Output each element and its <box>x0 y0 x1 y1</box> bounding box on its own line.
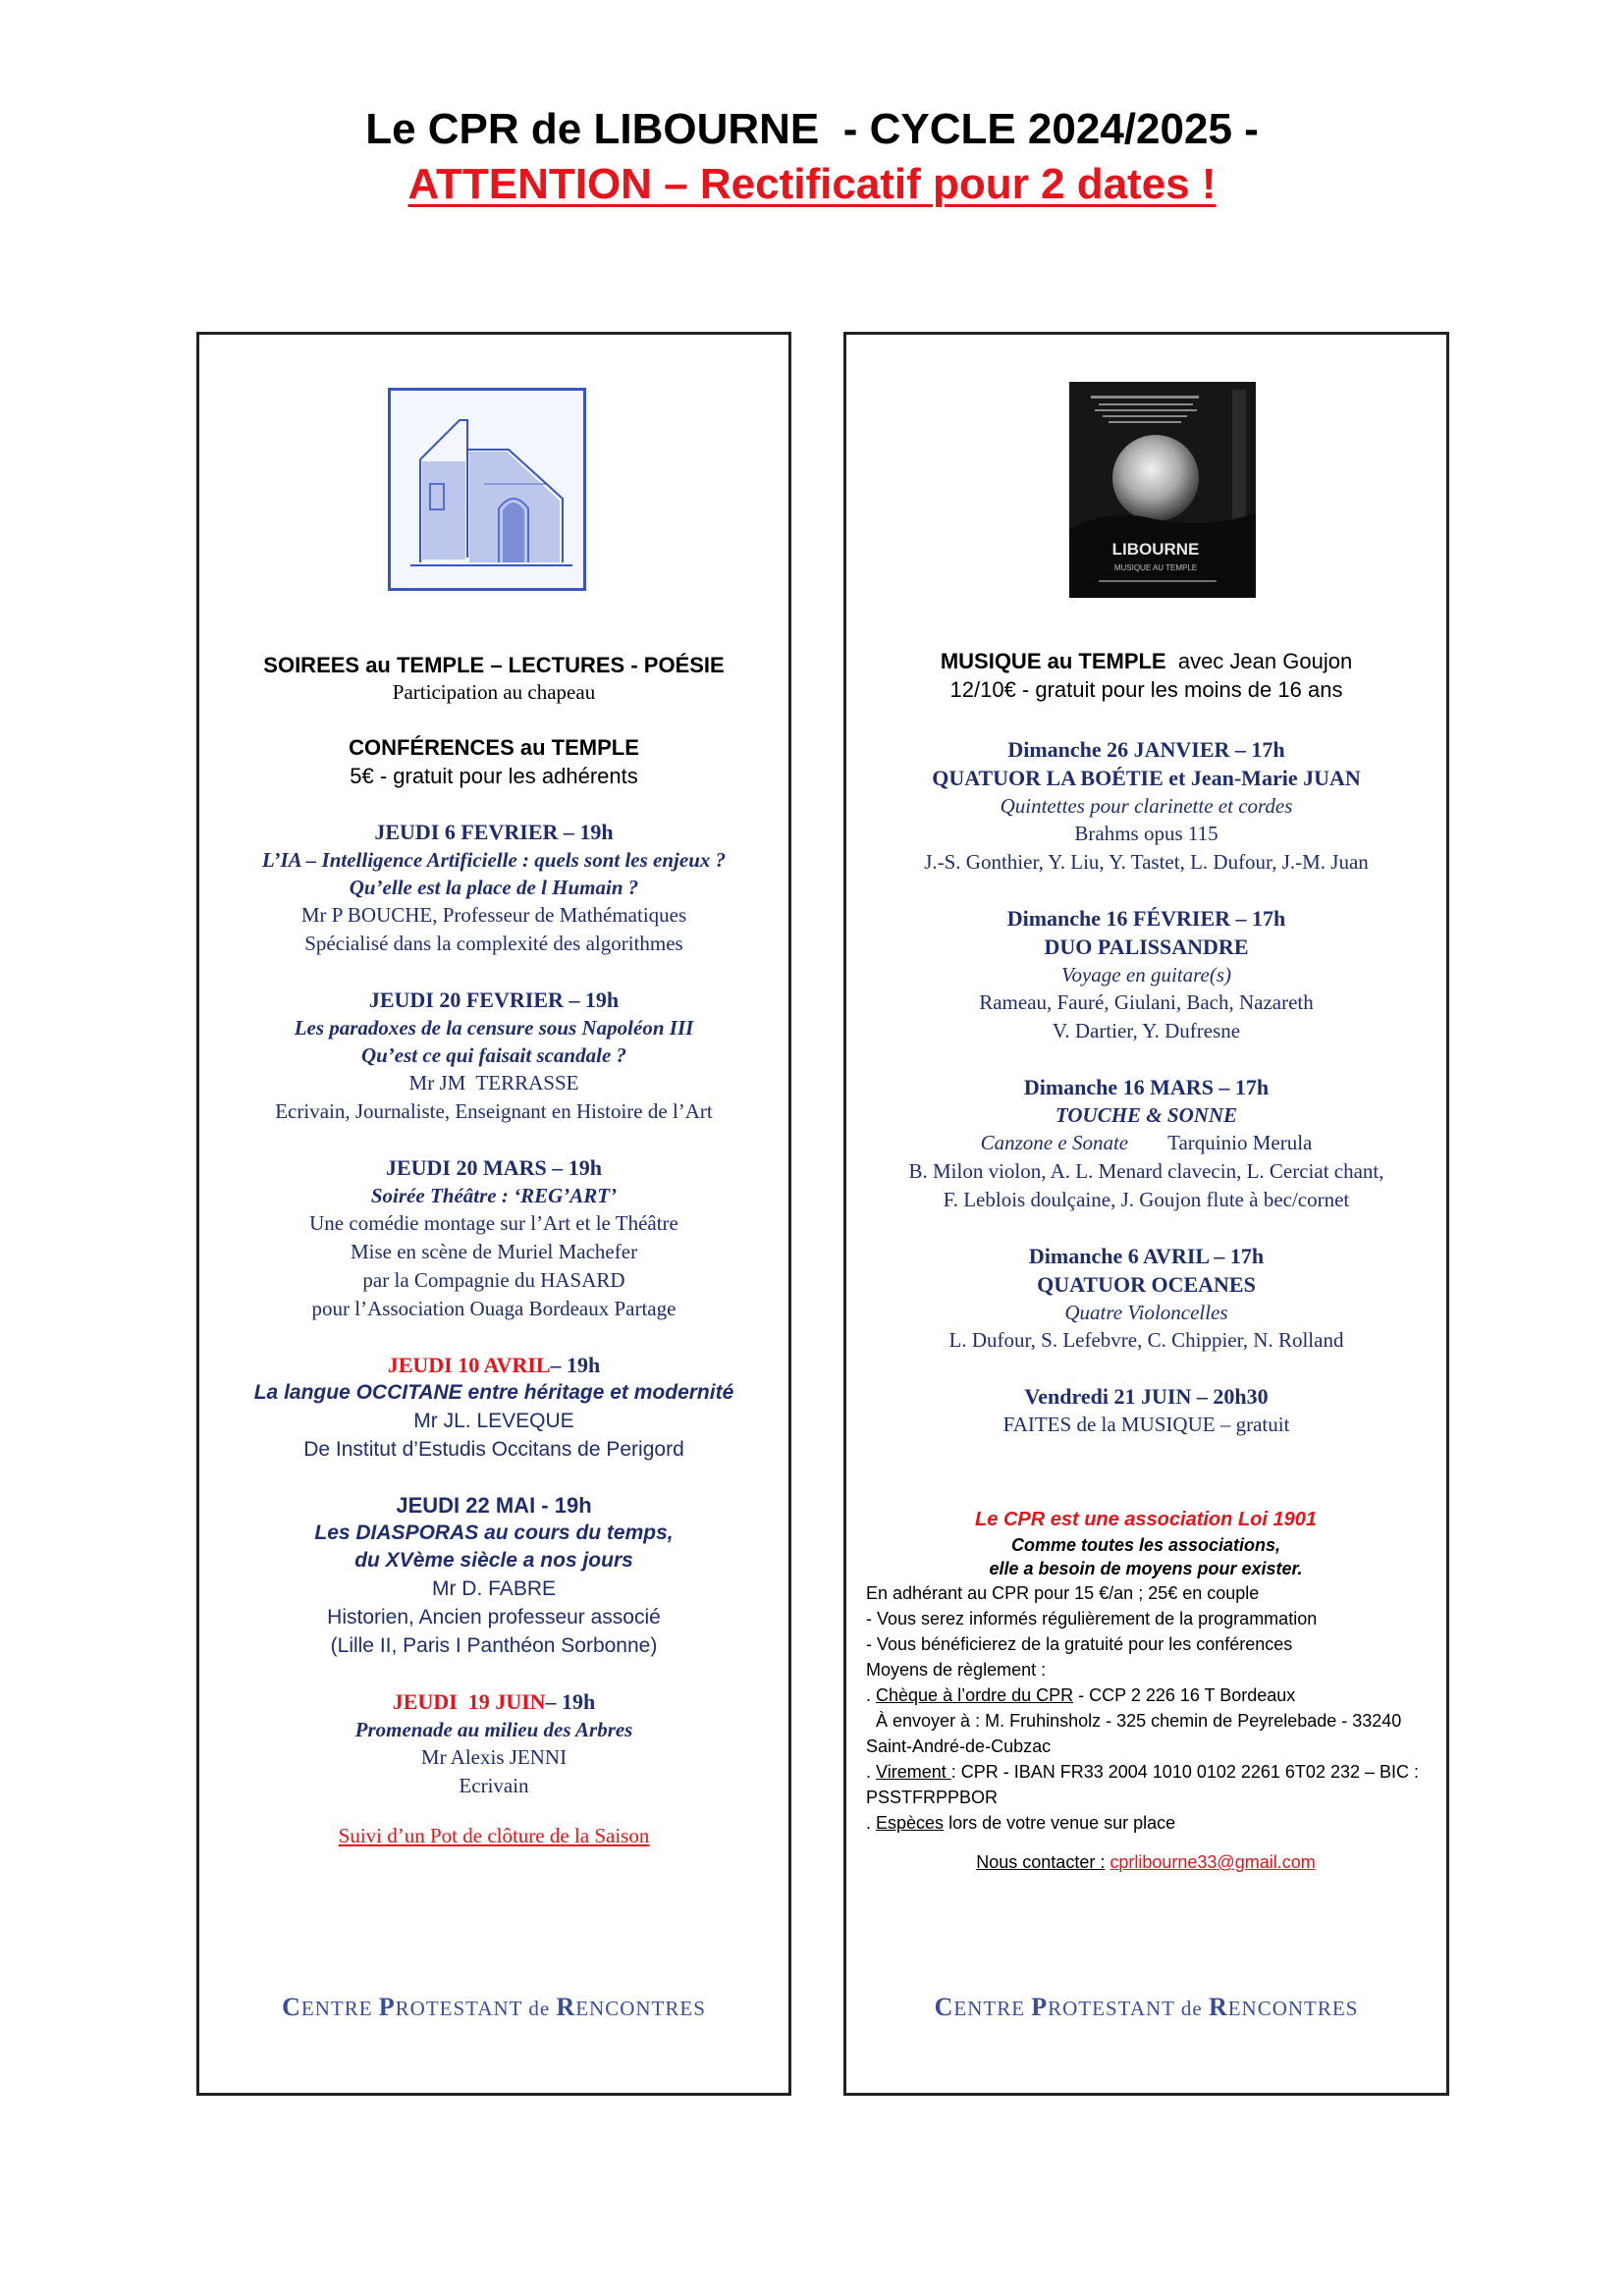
svg-text:LIBOURNE: LIBOURNE <box>1111 540 1200 559</box>
concert-title: DUO PALISSANDRE <box>1044 934 1249 959</box>
payment-methods-label: Moyens de règlement : <box>866 1660 1047 1680</box>
concert-title: QUATUOR OCEANES <box>1037 1272 1256 1297</box>
concert-item <box>846 1073 1446 1214</box>
event-date <box>199 1351 788 1379</box>
event-detail: Spécialisé dans la complexité des algorithmes <box>304 932 683 955</box>
event-detail: Ecrivain, Journaliste, Enseignant en Histoire de l’Art <box>275 1099 713 1123</box>
event-title: Les paradoxes de la censure sous Napoléon III <box>294 1016 694 1040</box>
readings-section-subtitle: Participation au chapeau <box>392 680 596 704</box>
closing-note-wrap <box>199 1822 788 1850</box>
event-detail: Mr P BOUCHE, Professeur de Mathématiques <box>300 903 687 927</box>
event-detail: Historien, Ancien professeur associé <box>327 1606 661 1629</box>
concert-poster-image <box>1069 382 1256 598</box>
concert-item <box>846 904 1446 1045</box>
concert-item <box>846 735 1446 877</box>
event-title: Qu’elle est la place de l Humain ? <box>349 876 639 899</box>
event-detail: Mr Alexis JENNI <box>420 1745 568 1769</box>
event-title: Qu’est ce qui faisait scandale ? <box>360 1043 627 1067</box>
concert-item <box>846 1382 1446 1439</box>
concert-detail: Rameau, Fauré, Giulani, Bach, Nazareth <box>979 990 1314 1014</box>
event-title: du XVème siècle a nos jours <box>354 1549 633 1572</box>
membership-text: En adhérant au CPR pour 15 €/an ; 25€ en couple <box>866 1583 1260 1603</box>
membership-benefit: - Vous bénéficierez de la gratuité pour les conférences <box>866 1634 1293 1654</box>
event-time: – 19h <box>545 1689 596 1714</box>
event-date: JEUDI 22 MAI - 19h <box>396 1493 592 1518</box>
event-detail: Mise en scène de Muriel Machefer <box>350 1240 638 1263</box>
event-item <box>199 986 788 1126</box>
concert-date: Dimanche 16 MARS – 17h <box>1023 1075 1270 1099</box>
concert-performers: L. Dufour, S. Lefebvre, C. Chippier, N. Rolland <box>948 1328 1344 1352</box>
event-item <box>199 1153 788 1323</box>
payment-cash: . Espèces lors de votre venue sur place <box>866 1813 1176 1833</box>
event-detail: Mr JM TERRASSE <box>408 1071 579 1095</box>
association-subtitle: Comme toutes les associations, <box>1010 1535 1281 1555</box>
concert-performers: V. Dartier, Y. Dufresne <box>1052 1019 1241 1042</box>
conferences-panel <box>196 332 791 2096</box>
svg-text:MUSIQUE AU TEMPLE: MUSIQUE AU TEMPLE <box>1113 563 1198 572</box>
event-detail: Mr JL. LEVEQUE <box>413 1410 574 1432</box>
association-subtitle: elle a besoin de moyens pour exister. <box>989 1559 1303 1578</box>
concert-detail: Brahms opus 115 <box>1074 822 1218 845</box>
event-detail: Une comédie montage sur l’Art et le Théâtre <box>309 1211 678 1235</box>
conferences-section-price: 5€ - gratuit pour les adhérents <box>350 764 638 788</box>
event-date-corrected: JEUDI 10 AVRIL <box>387 1353 551 1377</box>
event-title: Les DIASPORAS au cours du temps, <box>314 1522 674 1544</box>
association-info <box>866 1506 1426 1875</box>
event-date: JEUDI 20 FEVRIER – 19h <box>368 988 620 1012</box>
event-title: La langue OCCITANE entre héritage et modernité <box>253 1381 734 1404</box>
concert-program: Quatre Violoncelles <box>1064 1301 1228 1324</box>
footer-signature: CENTRE PROTESTANT de RENCONTRES <box>934 1993 1359 2021</box>
concert-performers: F. Leblois doulçaine, J. Goujon flute à bec/cornet <box>943 1188 1350 1211</box>
event-title: Promenade au milieu des Arbres <box>354 1718 633 1741</box>
contact-line <box>866 1849 1426 1875</box>
membership-benefit: - Vous serez informés régulièrement de la programmation <box>866 1609 1318 1629</box>
payment-transfer: . Virement : CPR - IBAN FR33 2004 1010 0102 2261 6T02 232 – BIC : PSSTFRPPBOR <box>866 1762 1420 1807</box>
event-date <box>199 1687 788 1716</box>
left-content <box>199 651 788 1850</box>
right-content <box>846 647 1446 1439</box>
concert-program: Canzone e Sonate Tarquinio Merula <box>980 1131 1313 1154</box>
readings-section-title: SOIREES au TEMPLE – LECTURES - POÉSIE <box>263 653 725 677</box>
event-detail: Ecrivain <box>459 1774 529 1797</box>
event-date: JEUDI 20 MARS – 19h <box>385 1155 603 1180</box>
music-section-title: MUSIQUE au TEMPLE avec Jean Goujon <box>940 649 1353 673</box>
event-time: – 19h <box>550 1353 601 1377</box>
event-item <box>199 1351 788 1464</box>
association-title: Le CPR est une association Loi 1901 <box>975 1509 1317 1530</box>
event-detail: (Lille II, Paris I Panthéon Sorbonne) <box>330 1634 658 1657</box>
conferences-section-title: CONFÉRENCES au TEMPLE <box>349 735 639 760</box>
payment-cheque: . Chèque à l’ordre du CPR - CCP 2 226 16 T Bordeaux <box>866 1685 1296 1705</box>
event-title: L’IA – Intelligence Artificielle : quels sont les enjeux ? <box>261 848 727 872</box>
concert-title: QUATUOR LA BOÉTIE et Jean-Marie JUAN <box>932 766 1361 790</box>
event-date-corrected: JEUDI 19 JUIN <box>392 1689 546 1714</box>
contact-label: Nous contacter : <box>976 1852 1106 1872</box>
event-detail: pour l’Association Ouaga Bordeaux Partage <box>311 1297 677 1320</box>
concert-performers: J.-S. Gonthier, Y. Liu, Y. Tastet, L. Dufour, J.-M. Juan <box>924 850 1369 874</box>
page-subtitle-warning: ATTENTION – Rectificatif pour 2 dates ! <box>407 160 1217 208</box>
concert-date: Dimanche 6 AVRIL – 17h <box>1028 1244 1265 1268</box>
concert-program: Quintettes pour clarinette et cordes <box>1000 794 1293 818</box>
concert-program: Voyage en guitare(s) <box>1060 963 1231 987</box>
concert-detail: FAITES de la MUSIQUE – gratuit <box>1002 1413 1290 1436</box>
temple-logo-image <box>388 388 586 591</box>
concert-item <box>846 1242 1446 1355</box>
event-item <box>199 1491 788 1660</box>
footer-signature: CENTRE PROTESTANT de RENCONTRES <box>282 1993 706 2021</box>
event-title: Soirée Théâtre : ‘REG’ART’ <box>370 1184 618 1207</box>
concert-performers: B. Milon violon, A. L. Menard clavecin, L. Cerciat chant, <box>908 1159 1384 1183</box>
event-item <box>199 818 788 958</box>
contact-email-link[interactable]: cprlibourne33@gmail.com <box>1110 1852 1316 1872</box>
event-date: JEUDI 6 FEVRIER – 19h <box>374 820 614 844</box>
event-detail: Mr D. FABRE <box>431 1577 556 1600</box>
concert-title: TOUCHE & SONNE <box>1055 1103 1238 1127</box>
page-header <box>0 102 1624 212</box>
event-detail: par la Compagnie du HASARD <box>362 1268 625 1292</box>
music-panel <box>843 332 1449 2096</box>
music-section-price: 12/10€ - gratuit pour les moins de 16 ans <box>949 677 1343 702</box>
payment-address: À envoyer à : M. Fruhinsholz - 325 chemin de Peyrelebade - 33240 Saint-André-de-Cubzac <box>866 1711 1407 1756</box>
concert-date: Dimanche 26 JANVIER – 17h <box>1007 737 1285 762</box>
concert-date: Dimanche 16 FÉVRIER – 17h <box>1006 906 1286 931</box>
closing-note-link[interactable]: Suivi d’un Pot de clôture de la Saison <box>338 1824 650 1847</box>
event-detail: De Institut d’Estudis Occitans de Perigord <box>303 1438 684 1461</box>
concert-date: Vendredi 21 JUIN – 20h30 <box>1024 1384 1269 1409</box>
page-title: Le CPR de LIBOURNE - CYCLE 2024/2025 - <box>365 105 1259 153</box>
event-item <box>199 1687 788 1800</box>
